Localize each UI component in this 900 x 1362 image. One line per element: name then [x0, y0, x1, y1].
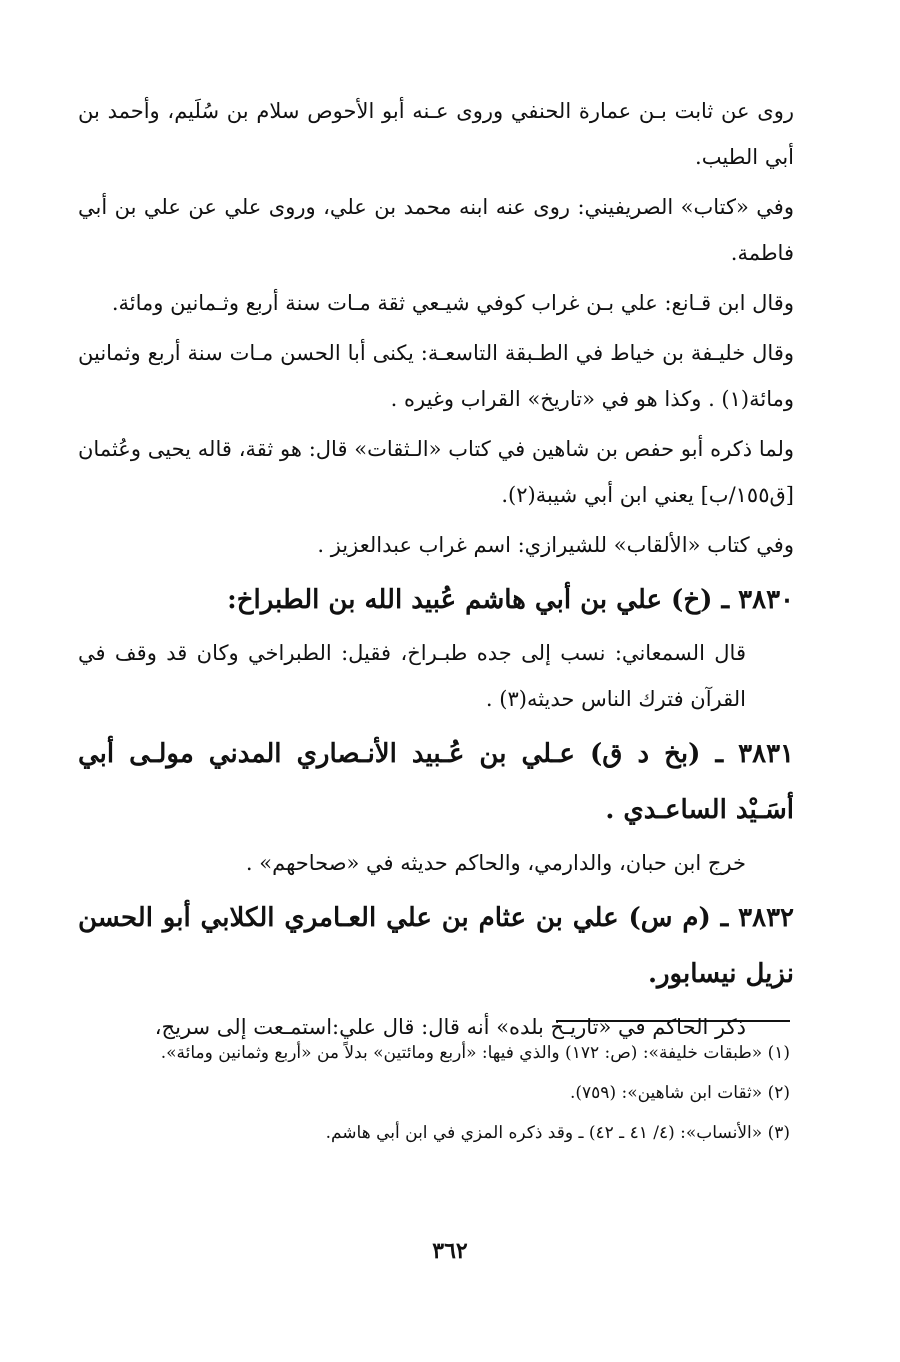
paragraph: وقال خليـفة بن خياط في الطـبقة التاسعـة: يكنى أبا الحسن مـات سنة أربع وثمانين ومائة(١) . وكذا هو في «تاريخ» القراب وغيره . [78, 341, 794, 411]
entry-3830-title: ٣٨٣٠ ـ (خ) علي بن أبي هاشم عُبيد الله بن الطبراخ: [227, 585, 794, 615]
footnote-2: (٢) «ثقات ابن شاهين»: (٧٥٩). [569, 1083, 790, 1103]
entry-3831-title: ٣٨٣١ ـ (بخ د ق) عـلي بن عُـبيد الأنـصاري المدني مولـى أبي أسَـيْد الساعـدي . [78, 739, 794, 825]
entry-3832-text: ذكر الحاكم في «تاريـخ بلده» أنه قال: قال علي:استمـعت إلى سريج، [154, 1015, 746, 1039]
paragraph: وقال ابن قـانع: علي بـن غراب كوفي شيـعي ثقة مـات سنة أربع وثـمانين ومائة. [111, 291, 794, 315]
entry-3832-title: ٣٨٣٢ ـ (م س) علي بن عثام بن علي العـامري الكلابي أبو الحسن نزيل نيسابور. [78, 903, 794, 989]
paragraph: وفي كتاب «الألقاب» للشيرازي: اسم غراب عبدالعزيز . [317, 533, 794, 557]
entry-3830-text: قال السمعاني: نسب إلى جده طبـراخ، فقيل: الطبراخي وكان قد وقف في القرآن فترك الناس حديثه(٣) . [78, 641, 746, 711]
paragraph: روى عن ثابت بـن عمارة الحنفي وروى عـنه أبو الأحوص سلام بن سُلَيم، وأحمد بن أبي الطيب. [78, 99, 794, 169]
paragraph: ولما ذكره أبو حفص بن شاهين في كتاب «الـثقات» قال: هو ثقة، قاله يحيى وعُثمان [ق١٥٥/ب] يعني ابن أبي شيبة(٢). [78, 437, 794, 507]
page-number: ٣٦٢ [432, 1238, 468, 1264]
paragraph: وفي «كتاب» الصريفيني: روى عنه ابنه محمد بن علي، وروى علي عن علي بن أبي فاطمة. [78, 195, 794, 265]
footnote-1: (١) «طبقات خليفة»: (ص: ١٧٢) والذي فيها: «أربع ومائتين» بدلاً من «أربع وثمانين ومائة». [160, 1043, 790, 1063]
main-text [78, 88, 794, 1054]
footnote-3: (٣) «الأنساب»: (٤/ ٤١ ـ ٤٢) ـ وقد ذكره المزي في ابن أبي هاشم. [325, 1123, 790, 1143]
footnotes [90, 1034, 790, 1154]
entry-3831-text: خرج ابن حبان، والدارمي، والحاكم حديثه في «صحاحهم» . [245, 851, 746, 875]
footnote-divider [556, 1020, 790, 1022]
